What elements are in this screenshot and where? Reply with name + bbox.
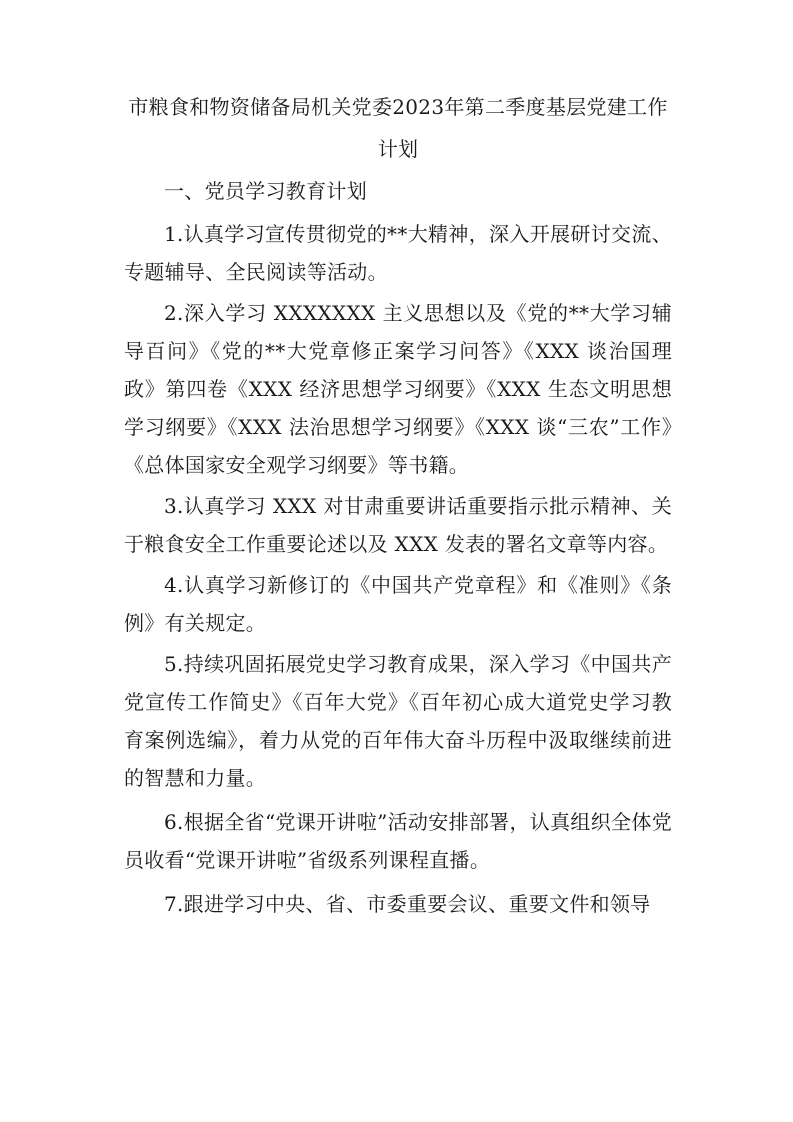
paragraph-item-4: 4.认真学习新修订的《中国共产党章程》和《准则》《条例》有关规定。 bbox=[124, 573, 672, 635]
section-heading: 一、党员学习教育计划 bbox=[164, 179, 367, 203]
paragraph-item-1: 1.认真学习宣传贯彻党的**大精神，深入开展研讨交流、专题辅导、全民阅读等活动。 bbox=[124, 222, 672, 284]
paragraph-item-5: 5.持续巩固拓展党史学习教育成果，深入学习《中国共产党宣传工作简史》《百年大党》《百年初心成大道党史学习教育案例选编》，着力从党的百年伟大奋斗历程中汲取继续前进的智慧和力量。 bbox=[124, 652, 672, 790]
document-body bbox=[124, 86, 672, 923]
paragraph-item-6: 6.根据全省“党课开讲啦”活动安排部署，认真组织全体党员收看“党课开讲啦”省级系列课程直播。 bbox=[124, 810, 672, 872]
paragraph-item-2: 2.深入学习 XXXXXXX 主义思想以及《党的**大学习辅导百问》《党的**大党章修正案学习问答》《XXX 谈治国理政》第四卷《XXX 经济思想学习纲要》《XXX 生态文明思想学习纲要》《XXX 法治思想学习纲要》《XXX 谈“三农”工作》《总体国家安全观学习纲要》等书籍。 bbox=[124, 301, 672, 477]
paragraph-item-7: 7.跟进学习中央、省、市委重要会议、重要文件和领导 bbox=[164, 892, 651, 916]
paragraph-item-3: 3.认真学习 XXX 对甘肃重要讲话重要指示批示精神、关于粮食安全工作重要论述以及 XXX 发表的署名文章等内容。 bbox=[124, 494, 672, 556]
document-title: 市粮食和物资储备局机关党委2023年第二季度基层党建工作计划 bbox=[128, 95, 668, 161]
